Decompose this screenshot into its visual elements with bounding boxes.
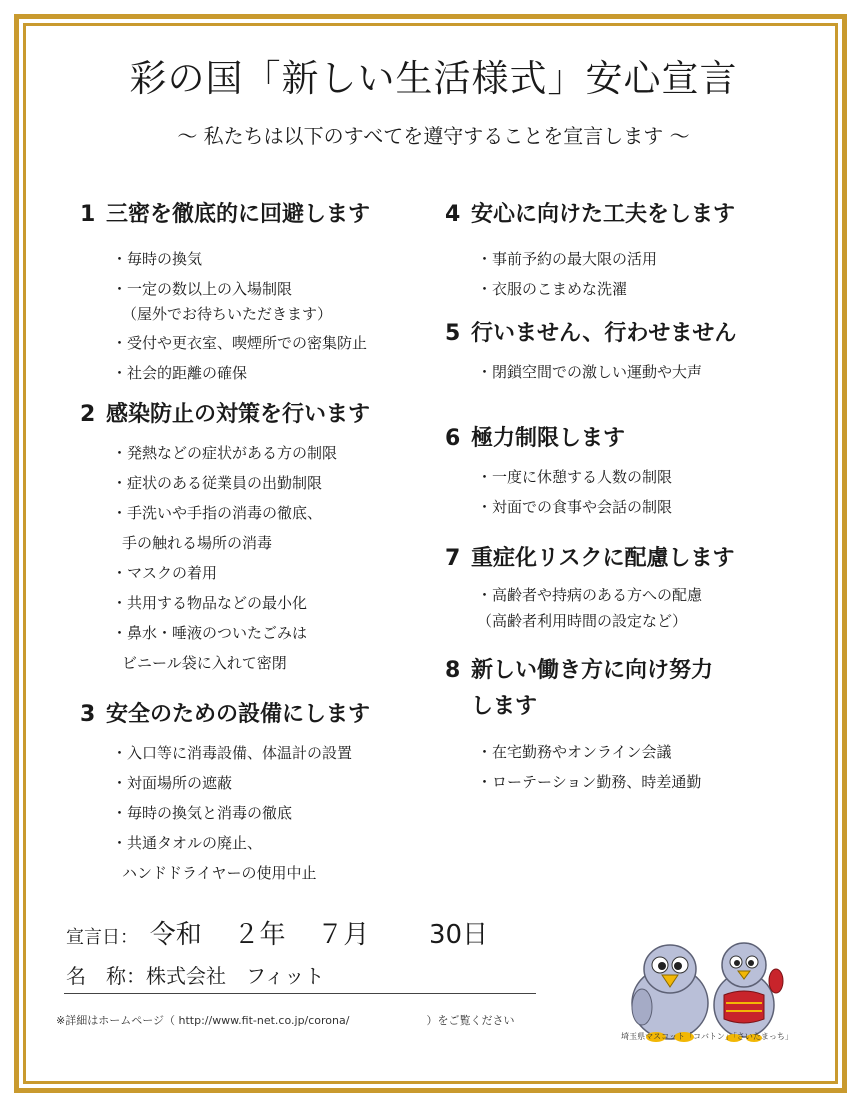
list-item: ハンドドライヤーの使用中止: [122, 864, 317, 882]
section-6: [445, 421, 672, 522]
mascot-caption: 埼玉県マスコット「コバトン」「さいたまっち」: [621, 1032, 793, 1041]
page-title: 彩の国「新しい生活様式」安心宣言: [129, 57, 738, 100]
section-1: [80, 197, 370, 388]
declaration-name: [66, 960, 324, 989]
section-number: 4: [445, 202, 461, 227]
list-item: ・閉鎖空間での激しい運動や大声: [477, 363, 703, 381]
section-5: [445, 316, 736, 387]
name-label: 名 称：: [66, 964, 146, 988]
list-item: 手の触れる場所の消毒: [122, 534, 273, 552]
list-item: （高齢者利用時間の設定など）: [477, 612, 688, 630]
section-8: [445, 651, 713, 797]
section-items: [80, 244, 370, 388]
list-item: ・入口等に消毒設備、体温計の設置: [112, 744, 353, 762]
section-number: 2: [80, 402, 96, 427]
section-heading: 行いません、行わせません: [471, 321, 737, 346]
list-item: ・一定の数以上の入場制限: [112, 280, 293, 298]
name-underline: [64, 993, 536, 994]
list-item: ・受付や更衣室、喫煙所での密集防止: [112, 334, 368, 352]
list-item: ・対面場所の遮蔽: [112, 774, 233, 792]
page-subtitle: ～ 私たちは以下のすべてを遵守することを宣言します ～: [177, 124, 690, 148]
section-number: 1: [80, 202, 96, 227]
section-number: 5: [445, 321, 461, 346]
section-items: [445, 357, 736, 387]
section-heading: 安全のための設備にします: [106, 702, 371, 727]
list-item: ・症状のある従業員の出勤制限: [112, 474, 323, 492]
section-number: 6: [445, 426, 461, 451]
list-item: ・鼻水・唾液のついたごみは: [112, 624, 308, 642]
section-heading: 極力制限します: [471, 426, 626, 451]
section-heading: 重症化リスクに配慮します: [471, 546, 735, 571]
list-item: ・共用する物品などの最小化: [112, 594, 308, 612]
section-heading-continued: します: [471, 694, 538, 719]
section-items: [80, 438, 370, 678]
saitamacchi-mascot: [714, 943, 783, 1042]
list-item: ・マスクの着用: [112, 564, 218, 582]
section-heading: 新しい働き方に向け努力: [471, 658, 714, 683]
list-item: ・社会的距離の確保: [112, 364, 248, 382]
list-item: ・毎時の換気と消毒の徹底: [112, 804, 293, 822]
company-name: 株式会社 フィット: [146, 964, 325, 988]
list-item: ・発熱などの症状がある方の制限: [112, 444, 338, 462]
section-3: [80, 697, 370, 888]
date-year: ２年: [233, 920, 286, 950]
declaration-date: [66, 914, 488, 951]
list-item: ・衣服のこまめな洗濯: [477, 280, 628, 298]
list-item: ビニール袋に入れて密閉: [122, 654, 287, 672]
section-number: 7: [445, 546, 461, 571]
list-item: ・対面での食事や会話の制限: [477, 498, 673, 516]
section-7: [445, 541, 735, 634]
section-items: [445, 462, 672, 522]
list-item: （屋外でお待ちいただきます）: [122, 305, 333, 323]
section-heading: 感染防止の対策を行います: [106, 402, 371, 427]
section-number: 3: [80, 702, 96, 727]
list-item: ・ローテーション勤務、時差通勤: [477, 773, 702, 791]
section-items: [445, 244, 735, 304]
section-number: 8: [445, 658, 461, 683]
date-month: ７月: [317, 920, 370, 950]
list-item: ・毎時の換気: [112, 250, 203, 268]
section-heading: 安心に向けた工夫をします: [471, 202, 736, 227]
kobaton-mascot: [632, 945, 708, 1042]
date-era: 令和: [149, 920, 202, 950]
section-4: [445, 197, 735, 304]
mascot-illustration: [622, 935, 792, 1045]
section-items: [445, 582, 735, 634]
list-item: ・高齢者や持病のある方への配慮: [477, 586, 703, 604]
section-items: [445, 737, 713, 797]
section-2: [80, 397, 370, 678]
list-item: ・一度に休憩する人数の制限: [477, 468, 673, 486]
section-items: [80, 738, 370, 888]
section-heading: 三密を徹底的に回避します: [106, 202, 371, 227]
list-item: ・在宅勤務やオンライン会議: [477, 743, 672, 761]
list-item: ・事前予約の最大限の活用: [477, 250, 658, 268]
list-item: ・共通タオルの廃止、: [112, 834, 263, 852]
list-item: ・手洗いや手指の消毒の徹底、: [112, 504, 323, 522]
homepage-note: ※詳細はホームページ（ http://www.fit-net.co.jp/corona/ ）をご覧ください: [56, 1014, 515, 1027]
date-day: 30日: [428, 920, 489, 950]
date-label: 宣言日：: [66, 927, 138, 948]
